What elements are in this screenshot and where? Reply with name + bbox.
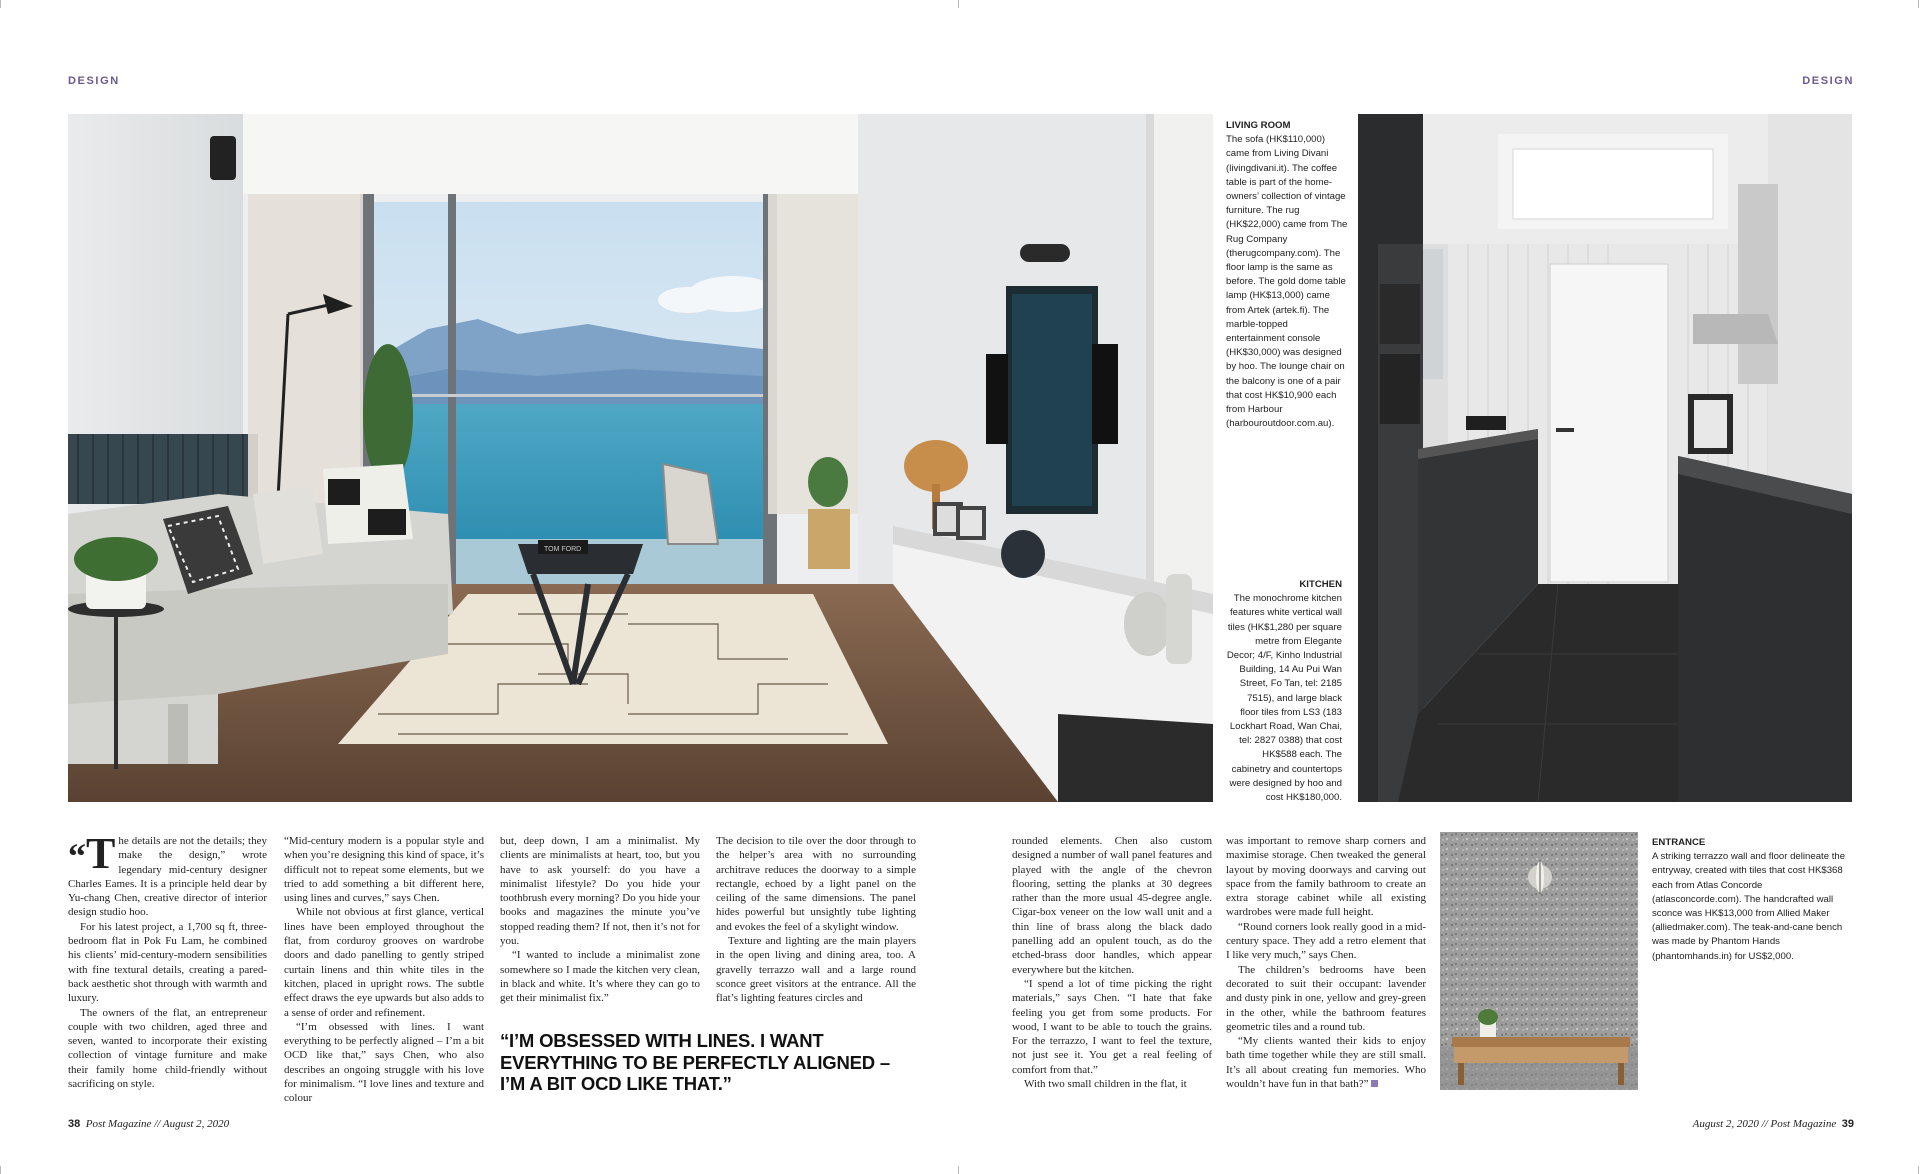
caption-entrance bbox=[1652, 836, 1850, 964]
crop-mark bbox=[1918, 0, 1919, 8]
caption-living-room bbox=[1226, 119, 1348, 431]
article-paragraph: The owners of the flat, an entrepreneur couple with two children, aged three and seven, wanted to incorporate their existing collection of vintage furniture and make their family home child-friendly without sacrificing on style. bbox=[68, 1006, 267, 1091]
article-paragraph: The children’s bedrooms have been decorated to suit their occupant: lavender and dusty pink in one, yellow and grey-green in the other, while the bathroom features geometric tiles and a round tub. bbox=[1226, 963, 1426, 1033]
crop-mark bbox=[958, 0, 959, 8]
article-text: “My clients wanted their kids to enjoy bath time together while they are still small. It’s all about creating fun memories. Who wouldn’t have fun in that bath?” bbox=[1226, 1035, 1426, 1091]
article-paragraph: but, deep down, I am a minimalist. My clients are minimalists at heart, too, but you have to ask yourself: do you have a minimalist lifestyle? Do you hide your toothbrush every morning? Do you hide your books and magazines the minute you’ve stopped reading them? If not, then it’s not for you. bbox=[500, 835, 700, 948]
pull-quote: “I’M OBSESSED WITH LINES. I WANT EVERYTHING TO BE PERFECTLY ALIGNED – I’M A BIT OCD LIKE THAT.” bbox=[500, 1030, 890, 1094]
article-paragraph: For his latest project, a 1,700 sq ft, three-bedroom flat in Pok Fu Lam, he combined his clients’ mid-century-modern sensibilities with fine textural details, creating a pared-back aesthetic shot through with warmth and luxury. bbox=[68, 920, 267, 1005]
article-paragraph: “I spend a lot of time picking the right materials,” says Chen. “I hate that fake feeling you get from some products. For wood, I want to be able to touch the grains. For the terrazzo, I want to feel the texture, not just see it. You get a real feeling of comfort from that.” bbox=[1012, 977, 1212, 1076]
kitchen-photo bbox=[1358, 114, 1852, 802]
article-paragraph: “Round corners look really good in a mid-century space. They add a retro element that I like very much,” says Chen. bbox=[1226, 920, 1426, 962]
section-label-left: DESIGN bbox=[68, 75, 120, 87]
article-paragraph: rounded elements. Chen also custom designed a number of wall panel features and played with the angle of the chevron flooring, setting the planks at 30 degrees rather than the more usual 45-degree angle. Cigar-box veneer on the low wall unit and a thin line of brass along the black dado panelling add an opulent touch, as do the etched-brass door handles, which appear everywhere but the kitchen. bbox=[1012, 835, 1212, 976]
article-column-3 bbox=[500, 834, 700, 1006]
drop-cap-letter: T bbox=[86, 829, 116, 878]
end-mark-icon bbox=[1371, 1080, 1378, 1087]
caption-living-room-title: LIVING ROOM bbox=[1226, 120, 1291, 131]
publication-name-right: Post Magazine bbox=[1770, 1118, 1837, 1130]
entrance-photo bbox=[1440, 832, 1638, 1090]
crop-mark bbox=[1918, 1166, 1919, 1174]
folio-separator-left: // bbox=[151, 1118, 163, 1130]
living-room-photo bbox=[68, 114, 1213, 802]
page-number-right: 39 bbox=[1841, 1118, 1854, 1130]
caption-living-room-text: The sofa (HK$110,000) came from Living Divani (livingdivani.it). The coffee table is part of the home-owners’ collection of vintage furniture. The rug (HK$22,000) came from The Rug Company (therugcompany.com). The floor lamp is the same as before. The gold dome table lamp (HK$13,000) came from Artek (artek.fi). The marble-topped entertainment console (HK$30,000) was designed by hoo. The lounge chair on the balcony is one of a pair that cost HK$10,900 each from Harbour (harbouroutdoor.com.au). bbox=[1226, 134, 1348, 430]
article-paragraph: “I wanted to include a minimalist zone somewhere so I made the kitchen very clean, in black and white. It’s where they can go to get their minimalist fix.” bbox=[500, 949, 700, 1005]
section-label-right: DESIGN bbox=[1802, 75, 1854, 87]
publication-name-left: Post Magazine bbox=[85, 1118, 152, 1130]
article-paragraph: “I’m obsessed with lines. I want everything to be perfectly aligned – I’m a bit OCD like that,” says Chen, who also describes an ongoing struggle with his love for minimalism. “I love lines and texture and colour bbox=[284, 1020, 484, 1105]
caption-entrance-title: ENTRANCE bbox=[1652, 837, 1706, 848]
article-paragraph: Texture and lighting are the main players in the open living and dining area, too. A gravelly terrazzo wall and a large round sconce greet visitors at the entrance. All the flat’s lighting features circles and bbox=[716, 935, 916, 1005]
article-paragraph bbox=[1226, 1034, 1426, 1091]
drop-cap bbox=[68, 829, 116, 878]
article-column-4 bbox=[716, 834, 916, 1006]
article-column-1 bbox=[68, 829, 267, 1091]
caption-kitchen-text: The monochrome kitchen features white vertical wall tiles (HK$1,280 per square metre from Elegante Decor; 4/F, Kinho Industrial Building, 14 Au Pui Wan Street, Fo Tan, tel: 2185 7515), and large black floor tiles from LS3 (183 Lockhart Road, Wan Chai, tel: 2827 0388) that cost HK$588 each. The cabinetry and countertops were designed by hoo and cost HK$180,000. bbox=[1226, 593, 1342, 804]
caption-kitchen-title: KITCHEN bbox=[1299, 579, 1342, 590]
caption-entrance-text: A striking terrazzo wall and floor delineate the entryway, created with tiles that cost HK$368 each from Atlas Concorde (atlasconcorde.com). The handcrafted wall sconce was HK$13,000 from Allied Maker (alliedmaker.com). The teak-and-cane bench was made by Phantom Hands (phantomhands.in) for US$2,000. bbox=[1652, 851, 1846, 962]
crop-mark bbox=[958, 1166, 959, 1174]
article-paragraph: “Mid-century modern is a popular style and when you’re designing this kind of space, it’s difficult not to repeat some elements, but we tried to add something a bit different here, using lines and curves,” says Chen. bbox=[284, 835, 484, 905]
article-column-6 bbox=[1226, 834, 1426, 1091]
article-paragraph: With two small children in the flat, it bbox=[1024, 1078, 1187, 1091]
article-column-2 bbox=[284, 834, 484, 1106]
article-paragraph bbox=[68, 829, 267, 920]
article-text: he details are not the details; they make the design,” wrote legendary mid-century designer Charles Eames. It is a principle held dear by Yu-chang Chen, creative director of interior design studio hoo. bbox=[68, 835, 267, 919]
article-paragraph: was important to remove sharp corners and maximise storage. Chen tweaked the general layout by moving doorways and carving out space from the family bathroom to create an extra storage cabinet while all existing wardrobes were made full height. bbox=[1226, 835, 1426, 919]
issue-date-left: August 2, 2020 bbox=[162, 1118, 230, 1130]
folio-left bbox=[68, 1118, 229, 1130]
article-column-5 bbox=[1012, 834, 1212, 1091]
article-paragraph: The decision to tile over the door through to the helper’s area with no surrounding architrave reduces the doorway to a simple rectangle, echoed by a light panel on the ceiling of the same dimensions. The panel hides powerful but unsightly tube lighting and evokes the feel of a skylight window. bbox=[716, 835, 916, 933]
crop-mark bbox=[0, 1166, 1, 1174]
folio-right bbox=[1693, 1118, 1854, 1130]
book-cover-text: TOM FORD bbox=[544, 546, 582, 553]
caption-kitchen bbox=[1226, 578, 1342, 805]
crop-mark bbox=[0, 0, 1, 8]
article-paragraph: While not obvious at first glance, vertical lines have been employed throughout the flat, from corduroy grooves on wardrobe doors and dado panelling to gently striped curtain linens and thin white tiles in the kitchen, placed in upright rows. The subtle effect draws the eye upwards but also adds to a sense of order and refinement. bbox=[284, 906, 484, 1019]
page-number-left: 38 bbox=[68, 1118, 81, 1130]
issue-date-right: August 2, 2020 bbox=[1692, 1118, 1759, 1130]
drop-cap-quote: “ bbox=[68, 836, 86, 876]
folio-separator-right: // bbox=[1758, 1118, 1771, 1130]
